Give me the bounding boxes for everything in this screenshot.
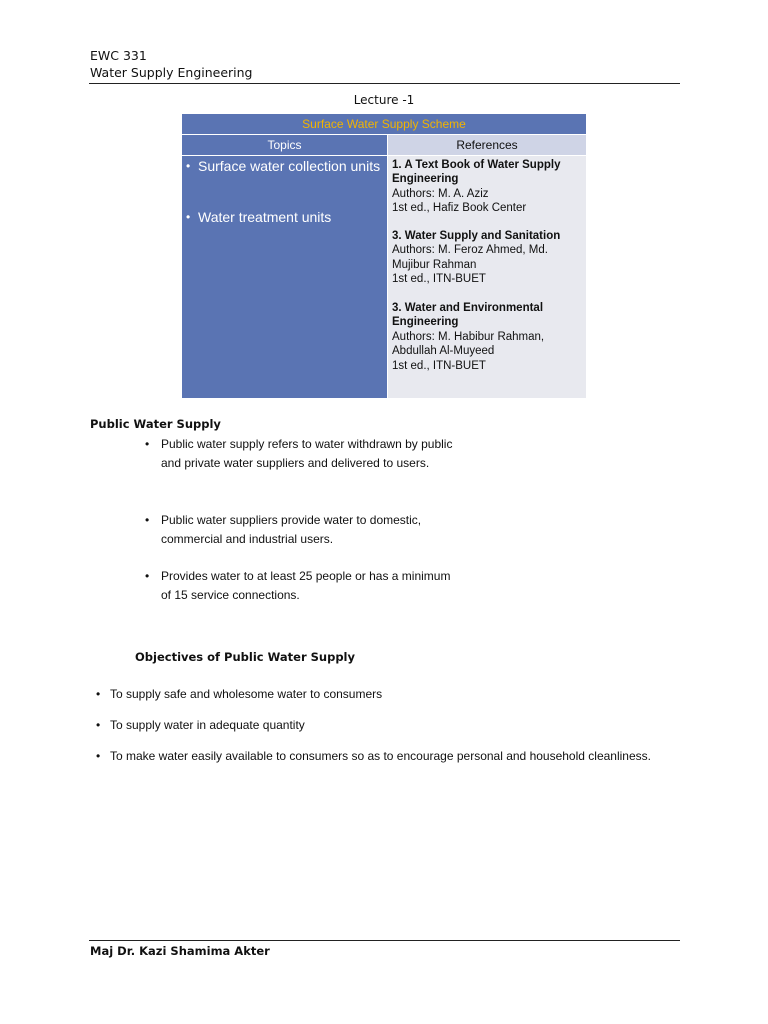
topic-text: Water treatment units bbox=[198, 209, 332, 225]
bullet-glyph: • bbox=[96, 718, 101, 732]
objective-item bbox=[96, 749, 651, 763]
objective-text: To supply water in adequate quantity bbox=[110, 718, 305, 732]
bullet-glyph: • bbox=[145, 569, 150, 583]
objective-item bbox=[96, 687, 382, 701]
public-supply-bullet bbox=[145, 511, 461, 549]
topics-column-header: Topics bbox=[182, 135, 387, 155]
objectives-heading: Objectives of Public Water Supply bbox=[135, 650, 355, 664]
topics-cell bbox=[182, 156, 387, 398]
bullet-text: Public water supply refers to water withdrawn by public and private water suppliers and delivered to users. bbox=[161, 437, 453, 470]
reference-title: 3. Water Supply and Sanitation bbox=[392, 230, 561, 242]
bullet-glyph: • bbox=[186, 159, 191, 173]
reference-title: 3. Water and Environmental Engineering bbox=[392, 302, 544, 329]
scheme-table-title: Surface Water Supply Scheme bbox=[182, 114, 586, 134]
public-water-supply-heading: Public Water Supply bbox=[90, 417, 221, 431]
objective-item bbox=[96, 718, 305, 732]
reference-item bbox=[392, 229, 582, 287]
reference-item bbox=[392, 158, 582, 216]
bullet-glyph: • bbox=[186, 210, 191, 224]
reference-line: Authors: M. Habibur Rahman, Abdullah Al-Muyeed bbox=[392, 330, 545, 358]
objective-text: To supply safe and wholesome water to consumers bbox=[110, 687, 383, 701]
bullet-text: Provides water to at least 25 people or has a minimum of 15 service connections. bbox=[161, 569, 451, 602]
header-divider bbox=[89, 83, 680, 84]
bullet-glyph: • bbox=[145, 437, 150, 451]
topic-text: Surface water collection units bbox=[198, 158, 381, 174]
reference-line: 1st ed., ITN-BUET bbox=[392, 359, 486, 372]
reference-line: 1st ed., Hafiz Book Center bbox=[392, 202, 527, 215]
lecture-label: Lecture -1 bbox=[353, 93, 415, 107]
topic-item bbox=[186, 158, 382, 175]
references-cell bbox=[388, 156, 586, 398]
reference-item bbox=[392, 301, 582, 373]
references-column-header: References bbox=[388, 135, 586, 155]
course-title: Water Supply Engineering bbox=[90, 65, 253, 80]
topic-item bbox=[186, 209, 382, 226]
reference-line: Authors: M. Feroz Ahmed, Md. Mujibur Rahman bbox=[392, 244, 548, 271]
reference-line: Authors: M. A. Aziz bbox=[392, 187, 489, 200]
reference-line: 1st ed., ITN-BUET bbox=[392, 273, 486, 286]
footer-divider bbox=[89, 940, 680, 941]
public-supply-bullet bbox=[145, 435, 461, 473]
bullet-glyph: • bbox=[96, 687, 101, 701]
course-code: EWC 331 bbox=[90, 48, 147, 63]
footer-author: Maj Dr. Kazi Shamima Akter bbox=[90, 944, 270, 958]
bullet-glyph: • bbox=[96, 749, 101, 763]
scheme-table bbox=[182, 114, 586, 398]
public-supply-bullet bbox=[145, 567, 451, 605]
reference-title: 1. A Text Book of Water Supply Engineering bbox=[392, 159, 561, 186]
bullet-glyph: • bbox=[145, 513, 150, 527]
bullet-text: Public water suppliers provide water to domestic, commercial and industrial users. bbox=[161, 513, 422, 546]
objective-text: To make water easily available to consumers so as to encourage personal and household cleanliness. bbox=[110, 749, 651, 763]
